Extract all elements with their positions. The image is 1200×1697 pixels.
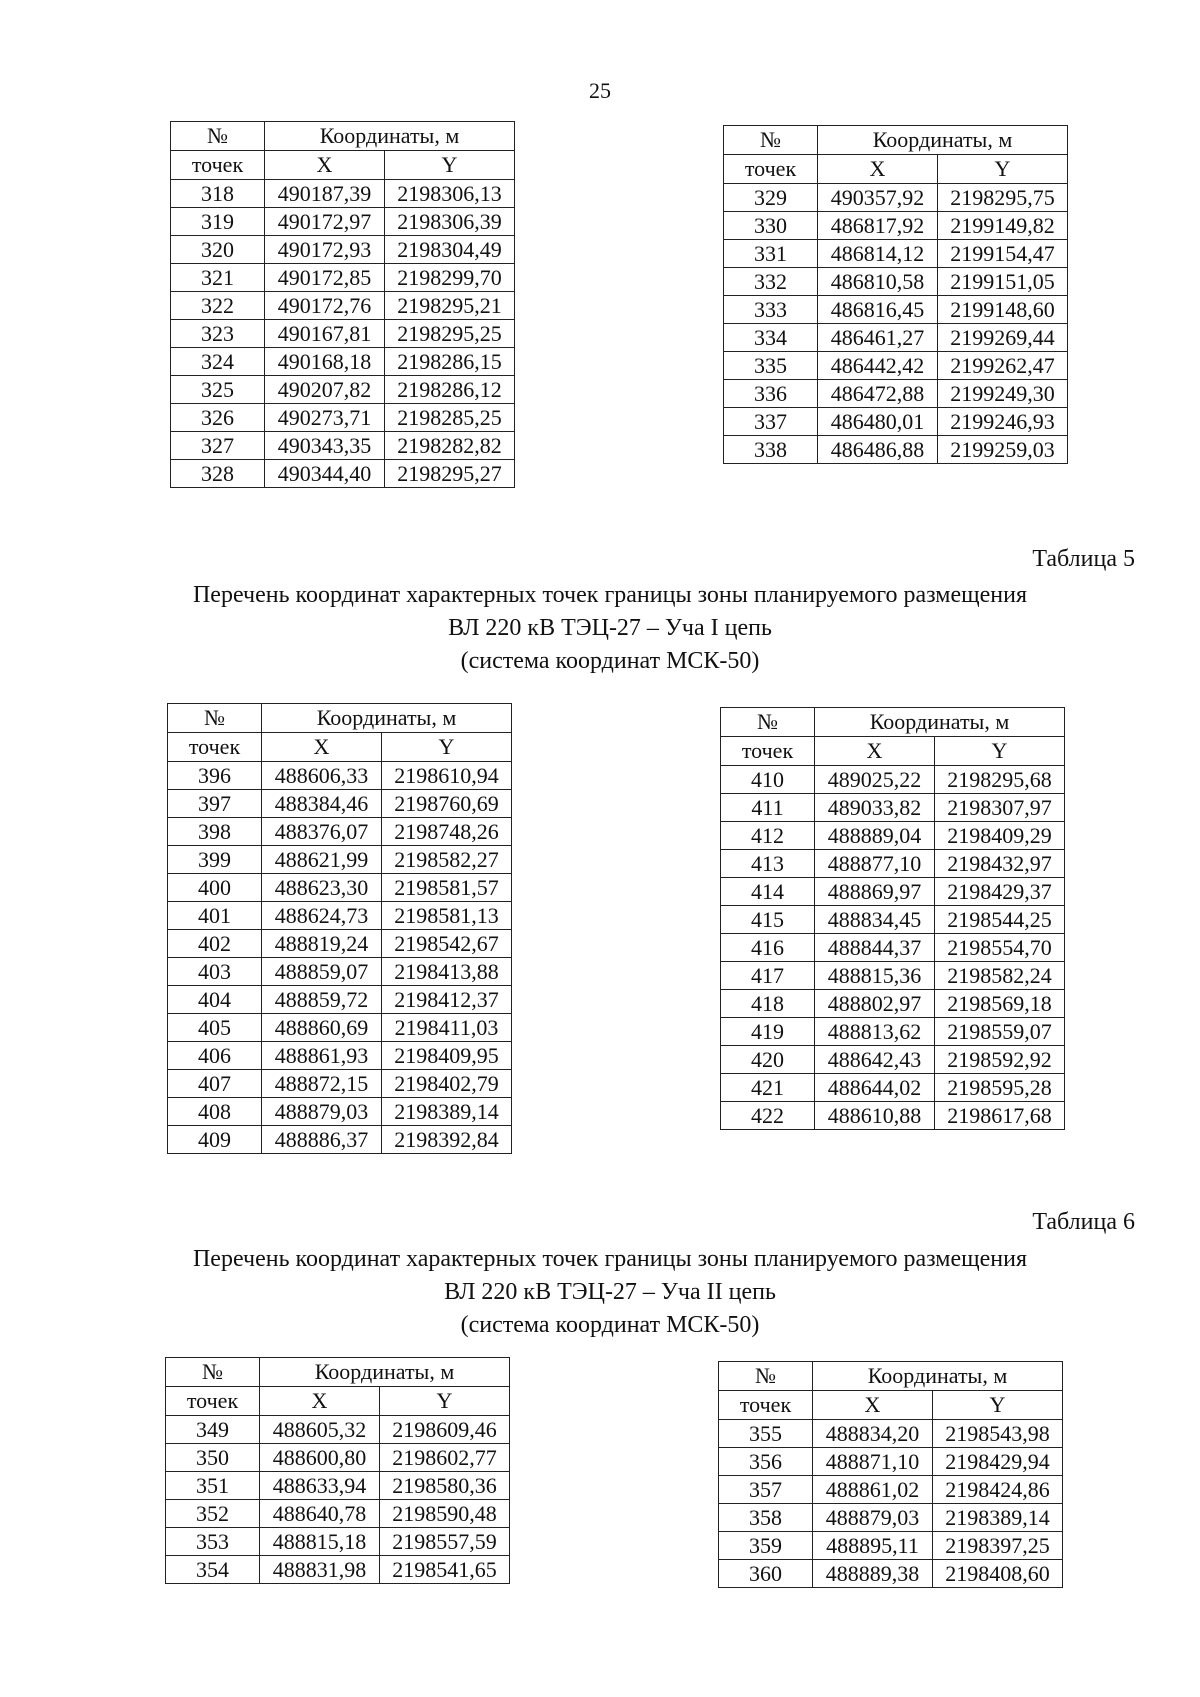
- point-number-cell: 419: [721, 1018, 815, 1046]
- table-row: [721, 934, 1065, 962]
- y-coordinate-cell: 2198424,86: [933, 1476, 1063, 1504]
- point-number-cell: 411: [721, 794, 815, 822]
- point-number-cell: 354: [166, 1556, 260, 1584]
- num-header: №: [168, 704, 262, 733]
- point-number-cell: 406: [168, 1042, 262, 1070]
- point-number-cell: 412: [721, 822, 815, 850]
- point-number-cell: 356: [719, 1448, 813, 1476]
- point-number-cell: 332: [724, 268, 818, 296]
- y-coordinate-cell: 2199259,03: [938, 436, 1068, 464]
- x-coordinate-cell: 488815,36: [815, 962, 935, 990]
- point-number-cell: 410: [721, 766, 815, 794]
- y-coordinate-cell: 2199246,93: [938, 408, 1068, 436]
- y-coordinate-cell: 2198411,03: [382, 1014, 512, 1042]
- x-coordinate-cell: 488879,03: [262, 1098, 382, 1126]
- x-coordinate-cell: 488859,07: [262, 958, 382, 986]
- table-row: [168, 1042, 512, 1070]
- table-row: [721, 1074, 1065, 1102]
- x-coordinate-cell: 489033,82: [815, 794, 935, 822]
- table-row: [171, 320, 515, 348]
- num-header-sub: точек: [166, 1387, 260, 1416]
- point-number-cell: 360: [719, 1560, 813, 1588]
- table-row: [171, 348, 515, 376]
- y-coordinate-cell: 2198306,13: [385, 180, 515, 208]
- point-number-cell: 353: [166, 1528, 260, 1556]
- point-number-cell: 399: [168, 846, 262, 874]
- x-coordinate-cell: 486461,27: [818, 324, 938, 352]
- point-number-cell: 405: [168, 1014, 262, 1042]
- y-coordinate-cell: 2198295,21: [385, 292, 515, 320]
- point-number-cell: 400: [168, 874, 262, 902]
- y-coordinate-cell: 2198397,25: [933, 1532, 1063, 1560]
- y-header: Y: [380, 1387, 510, 1416]
- y-coordinate-cell: 2199149,82: [938, 212, 1068, 240]
- num-header: №: [721, 708, 815, 737]
- table-title-line: ВЛ 220 кВ ТЭЦ-27 – Уча II цепь: [444, 1279, 776, 1305]
- coords-header: Координаты, м: [815, 708, 1065, 737]
- table-row: [724, 184, 1068, 212]
- y-coordinate-cell: 2198429,37: [935, 878, 1065, 906]
- point-number-cell: 414: [721, 878, 815, 906]
- point-number-cell: 351: [166, 1472, 260, 1500]
- table-row: [719, 1504, 1063, 1532]
- point-number-cell: 421: [721, 1074, 815, 1102]
- x-coordinate-cell: 488859,72: [262, 986, 382, 1014]
- x-coordinate-cell: 488640,78: [260, 1500, 380, 1528]
- y-header: Y: [935, 737, 1065, 766]
- table-row: [168, 1126, 512, 1154]
- table-row: [171, 376, 515, 404]
- y-coordinate-cell: 2198557,59: [380, 1528, 510, 1556]
- x-coordinate-cell: 488860,69: [262, 1014, 382, 1042]
- table-title-line: (система координат МСК-50): [460, 1312, 760, 1338]
- table-label: Таблица 5: [1032, 546, 1135, 572]
- point-number-cell: 319: [171, 208, 265, 236]
- point-number-cell: 358: [719, 1504, 813, 1532]
- y-coordinate-cell: 2198554,70: [935, 934, 1065, 962]
- point-number-cell: 349: [166, 1416, 260, 1444]
- x-coordinate-cell: 486816,45: [818, 296, 938, 324]
- table-row: [168, 874, 512, 902]
- table-row: [166, 1500, 510, 1528]
- coords-header: Координаты, м: [262, 704, 512, 733]
- y-header: Y: [933, 1391, 1063, 1420]
- coordinates-table: [718, 1361, 1063, 1588]
- x-coordinate-cell: 488889,38: [813, 1560, 933, 1588]
- point-number-cell: 417: [721, 962, 815, 990]
- y-coordinate-cell: 2199269,44: [938, 324, 1068, 352]
- table-row: [171, 208, 515, 236]
- y-coordinate-cell: 2198432,97: [935, 850, 1065, 878]
- y-header: Y: [938, 155, 1068, 184]
- point-number-cell: 318: [171, 180, 265, 208]
- table-row: [724, 268, 1068, 296]
- y-coordinate-cell: 2198580,36: [380, 1472, 510, 1500]
- y-coordinate-cell: 2198392,84: [382, 1126, 512, 1154]
- point-number-cell: 401: [168, 902, 262, 930]
- x-coordinate-cell: 490343,35: [265, 432, 385, 460]
- num-header: №: [719, 1362, 813, 1391]
- point-number-cell: 416: [721, 934, 815, 962]
- y-coordinate-cell: 2198582,24: [935, 962, 1065, 990]
- y-coordinate-cell: 2198413,88: [382, 958, 512, 986]
- point-number-cell: 333: [724, 296, 818, 324]
- table-row: [721, 962, 1065, 990]
- x-coordinate-cell: 488877,10: [815, 850, 935, 878]
- x-coordinate-cell: 490168,18: [265, 348, 385, 376]
- x-header: X: [815, 737, 935, 766]
- coords-header: Координаты, м: [813, 1362, 1063, 1391]
- x-header: X: [818, 155, 938, 184]
- point-number-cell: 355: [719, 1420, 813, 1448]
- x-coordinate-cell: 488600,80: [260, 1444, 380, 1472]
- x-coordinate-cell: 490344,40: [265, 460, 385, 488]
- y-coordinate-cell: 2198409,95: [382, 1042, 512, 1070]
- x-header: X: [265, 151, 385, 180]
- table-row: [721, 766, 1065, 794]
- table-row: [166, 1416, 510, 1444]
- table-row: [724, 296, 1068, 324]
- table-row: [724, 212, 1068, 240]
- table-row: [724, 324, 1068, 352]
- point-number-cell: 415: [721, 906, 815, 934]
- y-coordinate-cell: 2198295,75: [938, 184, 1068, 212]
- point-number-cell: 409: [168, 1126, 262, 1154]
- y-coordinate-cell: 2198429,94: [933, 1448, 1063, 1476]
- point-number-cell: 413: [721, 850, 815, 878]
- table-row: [721, 850, 1065, 878]
- table-row: [171, 264, 515, 292]
- y-coordinate-cell: 2198543,98: [933, 1420, 1063, 1448]
- y-coordinate-cell: 2198609,46: [380, 1416, 510, 1444]
- point-number-cell: 334: [724, 324, 818, 352]
- x-coordinate-cell: 490167,81: [265, 320, 385, 348]
- table-row: [721, 878, 1065, 906]
- coordinates-table: [723, 125, 1068, 464]
- table-row: [171, 180, 515, 208]
- point-number-cell: 397: [168, 790, 262, 818]
- x-coordinate-cell: 486486,88: [818, 436, 938, 464]
- y-coordinate-cell: 2198307,97: [935, 794, 1065, 822]
- table-row: [166, 1528, 510, 1556]
- point-number-cell: 338: [724, 436, 818, 464]
- y-coordinate-cell: 2199154,47: [938, 240, 1068, 268]
- point-number-cell: 331: [724, 240, 818, 268]
- num-header: №: [166, 1358, 260, 1387]
- coords-header: Координаты, м: [260, 1358, 510, 1387]
- x-coordinate-cell: 490357,92: [818, 184, 938, 212]
- table-row: [168, 986, 512, 1014]
- table-row: [721, 1102, 1065, 1130]
- table-label: Таблица 6: [1032, 1209, 1135, 1235]
- point-number-cell: 422: [721, 1102, 815, 1130]
- point-number-cell: 418: [721, 990, 815, 1018]
- y-coordinate-cell: 2198559,07: [935, 1018, 1065, 1046]
- num-header: №: [724, 126, 818, 155]
- y-coordinate-cell: 2198285,25: [385, 404, 515, 432]
- x-coordinate-cell: 486472,88: [818, 380, 938, 408]
- table-row: [171, 460, 515, 488]
- point-number-cell: 352: [166, 1500, 260, 1528]
- table-row: [719, 1560, 1063, 1588]
- table-row: [171, 236, 515, 264]
- y-coordinate-cell: 2198595,28: [935, 1074, 1065, 1102]
- point-number-cell: 330: [724, 212, 818, 240]
- table-title: [110, 1243, 1110, 1342]
- x-coordinate-cell: 490172,85: [265, 264, 385, 292]
- coords-header: Координаты, м: [818, 126, 1068, 155]
- point-number-cell: 321: [171, 264, 265, 292]
- x-header: X: [813, 1391, 933, 1420]
- x-coordinate-cell: 488889,04: [815, 822, 935, 850]
- point-number-cell: 404: [168, 986, 262, 1014]
- table-row: [171, 292, 515, 320]
- point-number-cell: 407: [168, 1070, 262, 1098]
- y-coordinate-cell: 2198282,82: [385, 432, 515, 460]
- table-row: [721, 906, 1065, 934]
- table-row: [724, 352, 1068, 380]
- x-header: X: [262, 733, 382, 762]
- point-number-cell: 326: [171, 404, 265, 432]
- y-coordinate-cell: 2199249,30: [938, 380, 1068, 408]
- num-header-sub: точек: [721, 737, 815, 766]
- point-number-cell: 328: [171, 460, 265, 488]
- y-coordinate-cell: 2198541,65: [380, 1556, 510, 1584]
- coordinates-table: [167, 703, 512, 1154]
- point-number-cell: 420: [721, 1046, 815, 1074]
- table-row: [724, 380, 1068, 408]
- y-coordinate-cell: 2198581,57: [382, 874, 512, 902]
- table-row: [719, 1448, 1063, 1476]
- point-number-cell: 329: [724, 184, 818, 212]
- table-row: [168, 846, 512, 874]
- x-coordinate-cell: 488642,43: [815, 1046, 935, 1074]
- table-row: [719, 1476, 1063, 1504]
- x-coordinate-cell: 488895,11: [813, 1532, 933, 1560]
- point-number-cell: 398: [168, 818, 262, 846]
- coordinates-table: [720, 707, 1065, 1130]
- point-number-cell: 323: [171, 320, 265, 348]
- x-coordinate-cell: 488819,24: [262, 930, 382, 958]
- y-header: Y: [382, 733, 512, 762]
- x-coordinate-cell: 489025,22: [815, 766, 935, 794]
- x-coordinate-cell: 486810,58: [818, 268, 938, 296]
- table-row: [724, 240, 1068, 268]
- table-title-line: ВЛ 220 кВ ТЭЦ-27 – Уча I цепь: [448, 615, 772, 641]
- x-coordinate-cell: 488861,93: [262, 1042, 382, 1070]
- x-coordinate-cell: 488633,94: [260, 1472, 380, 1500]
- y-coordinate-cell: 2198544,25: [935, 906, 1065, 934]
- table-row: [171, 432, 515, 460]
- y-coordinate-cell: 2198389,14: [382, 1098, 512, 1126]
- x-coordinate-cell: 488844,37: [815, 934, 935, 962]
- x-coordinate-cell: 488815,18: [260, 1528, 380, 1556]
- point-number-cell: 396: [168, 762, 262, 790]
- x-coordinate-cell: 488834,45: [815, 906, 935, 934]
- x-coordinate-cell: 488606,33: [262, 762, 382, 790]
- x-coordinate-cell: 486480,01: [818, 408, 938, 436]
- y-coordinate-cell: 2199151,05: [938, 268, 1068, 296]
- x-coordinate-cell: 488872,15: [262, 1070, 382, 1098]
- table-row: [168, 902, 512, 930]
- table-row: [168, 1070, 512, 1098]
- table-title-line: (система координат МСК-50): [460, 648, 760, 674]
- x-coordinate-cell: 488813,62: [815, 1018, 935, 1046]
- coords-header: Координаты, м: [265, 122, 515, 151]
- table-row: [166, 1472, 510, 1500]
- y-coordinate-cell: 2198412,37: [382, 986, 512, 1014]
- x-coordinate-cell: 488621,99: [262, 846, 382, 874]
- point-number-cell: 408: [168, 1098, 262, 1126]
- x-coordinate-cell: 490207,82: [265, 376, 385, 404]
- table-row: [168, 818, 512, 846]
- table-row: [166, 1556, 510, 1584]
- num-header-sub: точек: [168, 733, 262, 762]
- x-coordinate-cell: 488610,88: [815, 1102, 935, 1130]
- point-number-cell: 350: [166, 1444, 260, 1472]
- x-coordinate-cell: 488879,03: [813, 1504, 933, 1532]
- table-row: [168, 1098, 512, 1126]
- y-coordinate-cell: 2198286,12: [385, 376, 515, 404]
- point-number-cell: 357: [719, 1476, 813, 1504]
- x-header: X: [260, 1387, 380, 1416]
- x-coordinate-cell: 488834,20: [813, 1420, 933, 1448]
- x-coordinate-cell: 488644,02: [815, 1074, 935, 1102]
- table-title: [110, 579, 1110, 678]
- table-row: [721, 1018, 1065, 1046]
- y-coordinate-cell: 2198306,39: [385, 208, 515, 236]
- table-row: [168, 762, 512, 790]
- table-row: [724, 408, 1068, 436]
- x-coordinate-cell: 488869,97: [815, 878, 935, 906]
- y-coordinate-cell: 2198409,29: [935, 822, 1065, 850]
- x-coordinate-cell: 490273,71: [265, 404, 385, 432]
- table-row: [168, 790, 512, 818]
- y-coordinate-cell: 2198389,14: [933, 1504, 1063, 1532]
- y-coordinate-cell: 2198542,67: [382, 930, 512, 958]
- y-coordinate-cell: 2199148,60: [938, 296, 1068, 324]
- num-header-sub: точек: [724, 155, 818, 184]
- table-row: [168, 1014, 512, 1042]
- x-coordinate-cell: 490172,76: [265, 292, 385, 320]
- table-row: [721, 794, 1065, 822]
- y-coordinate-cell: 2198295,27: [385, 460, 515, 488]
- table-row: [721, 1046, 1065, 1074]
- x-coordinate-cell: 488376,07: [262, 818, 382, 846]
- table-title-line: Перечень координат характерных точек границы зоны планируемого размещения: [192, 1246, 1028, 1272]
- point-number-cell: 327: [171, 432, 265, 460]
- y-coordinate-cell: 2198590,48: [380, 1500, 510, 1528]
- table-row: [166, 1444, 510, 1472]
- table-row: [168, 958, 512, 986]
- y-coordinate-cell: 2198569,18: [935, 990, 1065, 1018]
- point-number-cell: 337: [724, 408, 818, 436]
- point-number-cell: 336: [724, 380, 818, 408]
- y-coordinate-cell: 2198748,26: [382, 818, 512, 846]
- x-coordinate-cell: 488623,30: [262, 874, 382, 902]
- x-coordinate-cell: 490172,97: [265, 208, 385, 236]
- point-number-cell: 335: [724, 352, 818, 380]
- y-coordinate-cell: 2198304,49: [385, 236, 515, 264]
- y-header: Y: [385, 151, 515, 180]
- y-coordinate-cell: 2198610,94: [382, 762, 512, 790]
- x-coordinate-cell: 488831,98: [260, 1556, 380, 1584]
- x-coordinate-cell: 486814,12: [818, 240, 938, 268]
- x-coordinate-cell: 488384,46: [262, 790, 382, 818]
- point-number-cell: 320: [171, 236, 265, 264]
- x-coordinate-cell: 488802,97: [815, 990, 935, 1018]
- num-header-sub: точек: [171, 151, 265, 180]
- table-row: [721, 990, 1065, 1018]
- x-coordinate-cell: 488871,10: [813, 1448, 933, 1476]
- y-coordinate-cell: 2198582,27: [382, 846, 512, 874]
- point-number-cell: 403: [168, 958, 262, 986]
- y-coordinate-cell: 2198286,15: [385, 348, 515, 376]
- y-coordinate-cell: 2198402,79: [382, 1070, 512, 1098]
- table-row: [719, 1420, 1063, 1448]
- y-coordinate-cell: 2198299,70: [385, 264, 515, 292]
- table-row: [168, 930, 512, 958]
- y-coordinate-cell: 2199262,47: [938, 352, 1068, 380]
- table-row: [721, 822, 1065, 850]
- table-row: [719, 1532, 1063, 1560]
- point-number-cell: 359: [719, 1532, 813, 1560]
- y-coordinate-cell: 2198295,68: [935, 766, 1065, 794]
- x-coordinate-cell: 488861,02: [813, 1476, 933, 1504]
- table-row: [171, 404, 515, 432]
- point-number-cell: 402: [168, 930, 262, 958]
- y-coordinate-cell: 2198408,60: [933, 1560, 1063, 1588]
- x-coordinate-cell: 488624,73: [262, 902, 382, 930]
- y-coordinate-cell: 2198295,25: [385, 320, 515, 348]
- point-number-cell: 324: [171, 348, 265, 376]
- point-number-cell: 325: [171, 376, 265, 404]
- x-coordinate-cell: 490172,93: [265, 236, 385, 264]
- x-coordinate-cell: 486817,92: [818, 212, 938, 240]
- num-header: №: [171, 122, 265, 151]
- y-coordinate-cell: 2198581,13: [382, 902, 512, 930]
- y-coordinate-cell: 2198760,69: [382, 790, 512, 818]
- coordinates-table: [170, 121, 515, 488]
- num-header-sub: точек: [719, 1391, 813, 1420]
- x-coordinate-cell: 488886,37: [262, 1126, 382, 1154]
- y-coordinate-cell: 2198617,68: [935, 1102, 1065, 1130]
- table-title-line: Перечень координат характерных точек границы зоны планируемого размещения: [192, 582, 1028, 608]
- point-number-cell: 322: [171, 292, 265, 320]
- page-number: 25: [589, 78, 611, 103]
- y-coordinate-cell: 2198602,77: [380, 1444, 510, 1472]
- coordinates-table: [165, 1357, 510, 1584]
- x-coordinate-cell: 488605,32: [260, 1416, 380, 1444]
- x-coordinate-cell: 490187,39: [265, 180, 385, 208]
- table-row: [724, 436, 1068, 464]
- x-coordinate-cell: 486442,42: [818, 352, 938, 380]
- y-coordinate-cell: 2198592,92: [935, 1046, 1065, 1074]
